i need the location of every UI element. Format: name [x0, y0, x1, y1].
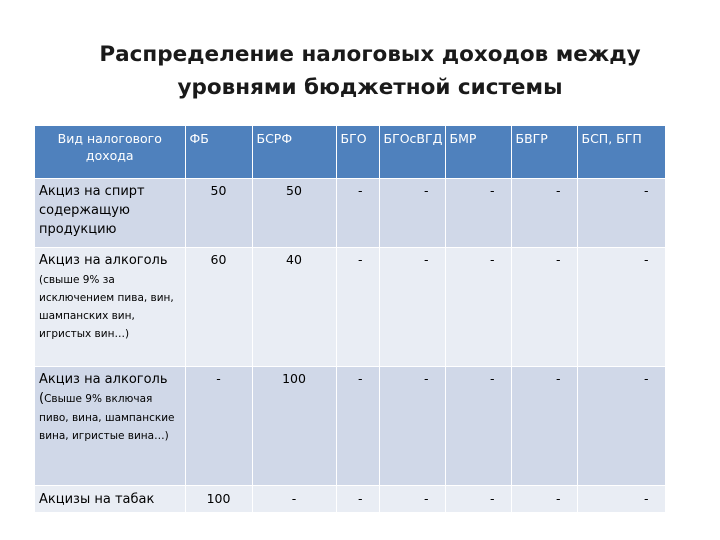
cell-bvgr: - — [511, 248, 577, 367]
header-bvgr: БВГР — [511, 126, 577, 179]
table-header-row — [35, 126, 665, 179]
header-bsrf: БСРФ — [252, 126, 336, 179]
cell-fb: - — [185, 367, 252, 486]
row-label-main: Акцизы на табак — [39, 492, 155, 507]
row-label-main: Акциз на спирт содержащую продукцию — [39, 184, 145, 237]
cell-bmr: - — [445, 367, 511, 486]
table-row — [35, 367, 665, 486]
cell-bsp-bgp: - — [577, 179, 665, 248]
header-bgo: БГО — [336, 126, 379, 179]
table-row — [35, 179, 665, 248]
cell-bgo: - — [336, 248, 379, 367]
cell-bsp-bgp: - — [577, 248, 665, 367]
cell-bmr: - — [445, 179, 511, 248]
cell-bsrf: 100 — [252, 367, 336, 486]
cell-bsrf: 40 — [252, 248, 336, 367]
header-tax-type: Вид налогового дохода — [35, 126, 185, 179]
cell-bmr: - — [445, 486, 511, 513]
header-bgosvgd: БГОсВГД — [379, 126, 445, 179]
cell-bgo: - — [336, 367, 379, 486]
cell-bvgr: - — [511, 179, 577, 248]
cell-bmr: - — [445, 248, 511, 367]
cell-fb: 50 — [185, 179, 252, 248]
table-row — [35, 248, 665, 367]
header-bsp-bgp: БСП, БГП — [577, 126, 665, 179]
row-label — [35, 179, 185, 248]
row-label — [35, 486, 185, 513]
row-label-note: (свыше 9% за исключением пива, вин, шампанских вин, игристых вин…) — [39, 274, 174, 340]
row-label-main: Акциз на алкоголь ( — [39, 372, 168, 406]
slide-title-line-1: Распределение налоговых доходов между — [99, 42, 641, 67]
cell-bsp-bgp: - — [577, 486, 665, 513]
cell-bgosvgd: - — [379, 248, 445, 367]
row-label — [35, 248, 185, 367]
row-label-note: Свыше 9% включая пиво, вина, шампанские вина, игристые вина…) — [39, 393, 175, 442]
cell-bgo: - — [336, 179, 379, 248]
slide-title-line-2: уровнями бюджетной системы — [177, 75, 563, 100]
row-label — [35, 367, 185, 486]
cell-bvgr: - — [511, 486, 577, 513]
slide-title — [0, 38, 720, 104]
cell-bvgr: - — [511, 367, 577, 486]
cell-bsrf: 50 — [252, 179, 336, 248]
header-fb: ФБ — [185, 126, 252, 179]
cell-fb: 60 — [185, 248, 252, 367]
tax-distribution-table — [35, 126, 666, 513]
header-bmr: БМР — [445, 126, 511, 179]
cell-bgo: - — [336, 486, 379, 513]
cell-fb: 100 — [185, 486, 252, 513]
cell-bgosvgd: - — [379, 486, 445, 513]
cell-bgosvgd: - — [379, 367, 445, 486]
cell-bgosvgd: - — [379, 179, 445, 248]
cell-bsrf: - — [252, 486, 336, 513]
table-row — [35, 486, 665, 513]
row-label-main: Акциз на алкоголь — [39, 253, 168, 268]
cell-bsp-bgp: - — [577, 367, 665, 486]
